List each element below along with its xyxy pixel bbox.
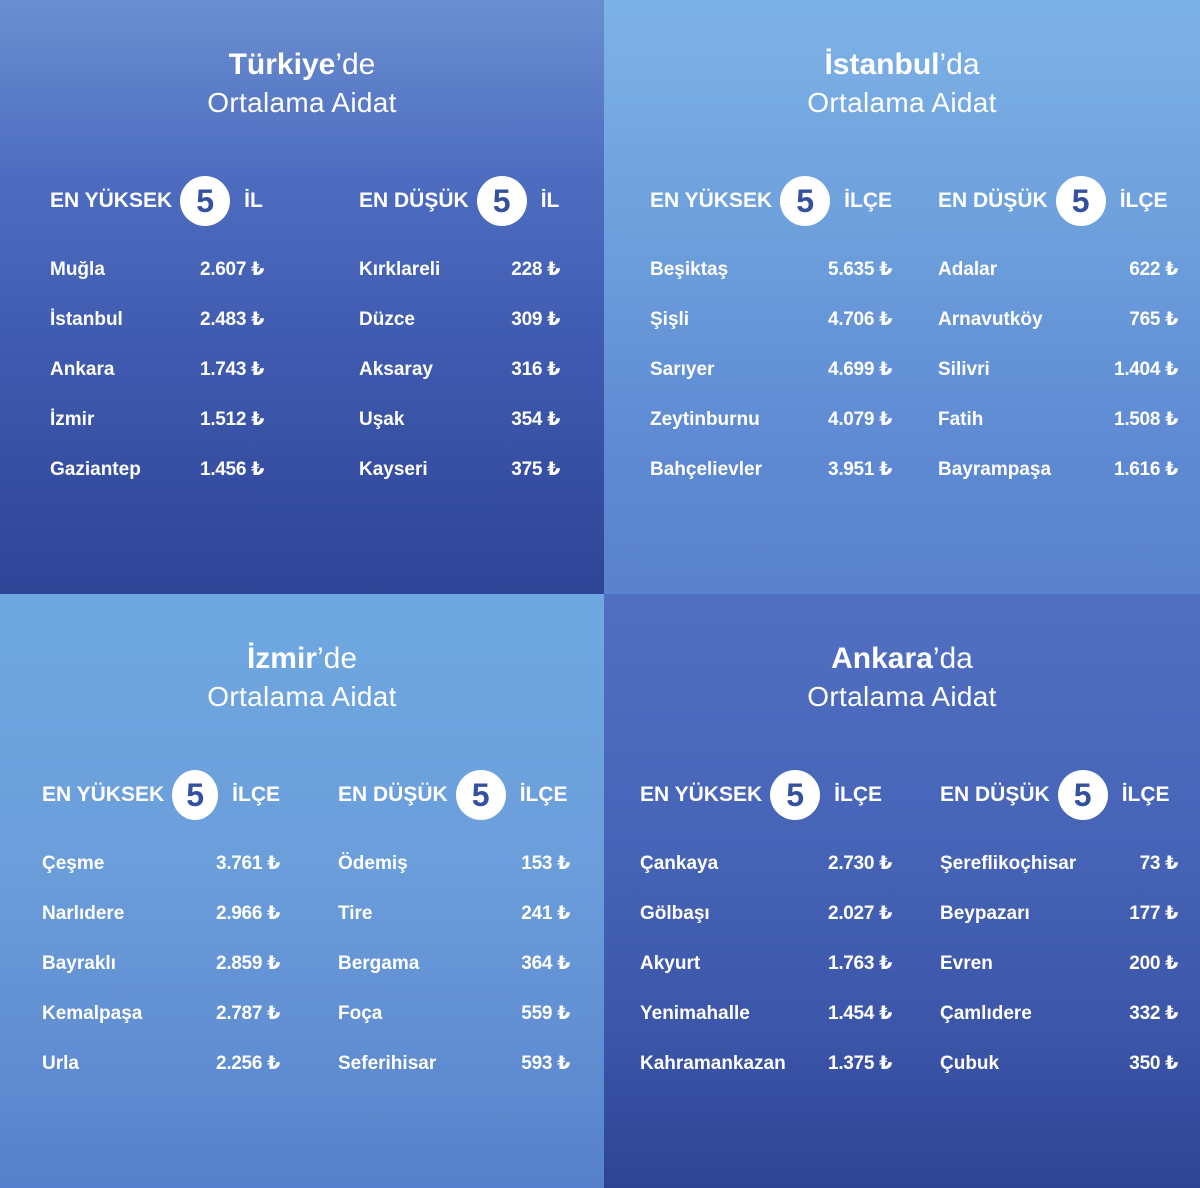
title-strong: Türkiye	[228, 48, 336, 81]
panel-izmir	[0, 594, 604, 1188]
count-badge: 5	[172, 770, 218, 820]
item-name: Beypazarı	[940, 903, 1030, 924]
low-header	[359, 176, 560, 226]
item-name: Fatih	[938, 409, 984, 430]
list-item	[650, 305, 892, 355]
item-value: 4.699 ₺	[828, 359, 892, 380]
item-value: 2.966 ₺	[216, 903, 280, 924]
item-name: Çeşme	[42, 853, 105, 874]
high-list	[42, 849, 280, 1099]
high-header	[640, 770, 892, 820]
high-column	[42, 770, 280, 1099]
item-name: Düzce	[359, 309, 415, 330]
item-value: 309 ₺	[511, 309, 560, 330]
item-name: İstanbul	[50, 309, 123, 330]
list-item	[359, 455, 560, 505]
title-strong: Ankara	[831, 642, 933, 675]
item-value: 241 ₺	[521, 903, 570, 924]
high-header	[50, 176, 264, 226]
item-name: Ödemiş	[338, 853, 408, 874]
unit-label: İLÇE	[232, 783, 280, 806]
unit-label: İLÇE	[1121, 783, 1170, 806]
list-item	[359, 255, 560, 305]
item-value: 1.763 ₺	[828, 953, 892, 974]
item-value: 316 ₺	[511, 359, 560, 380]
item-name: Seferihisar	[338, 1053, 437, 1074]
list-item	[640, 999, 892, 1049]
item-name: Akyurt	[640, 953, 701, 974]
item-name: Uşak	[359, 409, 405, 430]
item-name: Kemalpaşa	[42, 1003, 143, 1024]
low-label: EN DÜŞÜK	[940, 783, 1050, 806]
high-label: EN YÜKSEK	[50, 189, 173, 212]
item-value: 177 ₺	[1129, 903, 1178, 924]
item-value: 364 ₺	[521, 953, 570, 974]
item-name: Foça	[338, 1003, 383, 1024]
item-name: Tire	[338, 903, 373, 924]
item-value: 765 ₺	[1129, 309, 1178, 330]
list-item	[42, 849, 280, 899]
item-value: 350 ₺	[1129, 1053, 1178, 1074]
panel-turkiye	[0, 0, 604, 594]
item-value: 3.761 ₺	[216, 853, 280, 874]
item-value: 375 ₺	[511, 459, 560, 480]
list-item	[940, 849, 1178, 899]
list-item	[938, 405, 1178, 455]
panel-ankara	[604, 594, 1200, 1188]
item-value: 354 ₺	[511, 409, 560, 430]
item-name: Kayseri	[359, 459, 428, 480]
item-value: 622 ₺	[1129, 259, 1178, 280]
unit-label: İLÇE	[844, 189, 892, 212]
list-item	[338, 999, 570, 1049]
low-label: EN DÜŞÜK	[359, 189, 469, 212]
list-item	[650, 355, 892, 405]
item-name: Arnavutköy	[938, 309, 1043, 330]
item-name: Bayrampaşa	[938, 459, 1052, 480]
count-badge: 5	[477, 176, 527, 226]
item-value: 593 ₺	[521, 1053, 570, 1074]
item-value: 559 ₺	[521, 1003, 570, 1024]
low-list	[338, 849, 570, 1099]
count-badge: 5	[780, 176, 830, 226]
count-badge: 5	[180, 176, 230, 226]
title-strong: İstanbul	[824, 48, 940, 81]
item-value: 1.456 ₺	[200, 459, 264, 480]
low-column	[338, 770, 570, 1099]
low-column	[359, 176, 560, 505]
item-value: 332 ₺	[1129, 1003, 1178, 1024]
list-item	[650, 455, 892, 505]
item-name: Şişli	[650, 309, 690, 330]
list-item	[640, 949, 892, 999]
item-name: Silivri	[938, 359, 990, 380]
list-item	[359, 305, 560, 355]
item-name: Urla	[42, 1053, 79, 1074]
list-item	[338, 849, 570, 899]
low-label: EN DÜŞÜK	[938, 189, 1048, 212]
panel-title	[0, 46, 604, 122]
low-column	[940, 770, 1178, 1099]
item-name: Sarıyer	[650, 359, 715, 380]
list-item	[50, 355, 264, 405]
unit-label: İLÇE	[834, 783, 882, 806]
item-name: Aksaray	[359, 359, 433, 380]
item-value: 2.787 ₺	[216, 1003, 280, 1024]
subtitle: Ortalama Aidat	[207, 87, 397, 118]
high-list	[50, 255, 264, 505]
item-name: Evren	[940, 953, 993, 974]
list-item	[42, 949, 280, 999]
item-value: 1.454 ₺	[828, 1003, 892, 1024]
list-item	[650, 255, 892, 305]
item-name: İzmir	[50, 409, 95, 430]
unit-label: İLÇE	[519, 783, 568, 806]
low-header	[938, 176, 1178, 226]
panel-title	[604, 640, 1200, 716]
item-name: Kahramankazan	[640, 1053, 786, 1074]
item-value: 1.508 ₺	[1114, 409, 1178, 430]
item-name: Bayraklı	[42, 953, 116, 974]
count-badge: 5	[1056, 176, 1106, 226]
list-item	[338, 949, 570, 999]
low-header	[338, 770, 570, 820]
list-item	[359, 355, 560, 405]
list-item	[940, 1049, 1178, 1099]
subtitle: Ortalama Aidat	[207, 681, 397, 712]
item-value: 2.607 ₺	[200, 259, 264, 280]
low-list	[940, 849, 1178, 1099]
list-item	[50, 455, 264, 505]
item-value: 2.730 ₺	[828, 853, 892, 874]
subtitle: Ortalama Aidat	[807, 681, 997, 712]
item-value: 2.256 ₺	[216, 1053, 280, 1074]
list-item	[42, 999, 280, 1049]
list-item	[42, 1049, 280, 1099]
list-item	[640, 1049, 892, 1099]
title-suffix: ’de	[316, 642, 358, 675]
low-list	[359, 255, 560, 505]
low-list	[938, 255, 1178, 505]
item-name: Adalar	[938, 259, 998, 280]
unit-label: İL	[540, 189, 560, 212]
item-value: 4.706 ₺	[828, 309, 892, 330]
item-value: 3.951 ₺	[828, 459, 892, 480]
item-name: Bergama	[338, 953, 420, 974]
item-name: Gaziantep	[50, 459, 141, 480]
list-item	[640, 849, 892, 899]
item-value: 1.616 ₺	[1114, 459, 1178, 480]
high-list	[640, 849, 892, 1099]
item-value: 200 ₺	[1129, 953, 1178, 974]
item-name: Çubuk	[940, 1053, 1000, 1074]
list-item	[938, 355, 1178, 405]
high-label: EN YÜKSEK	[650, 189, 773, 212]
panel-title	[0, 640, 604, 716]
panel-istanbul	[604, 0, 1200, 594]
title-suffix: ’de	[335, 48, 376, 81]
item-name: Çamlıdere	[940, 1003, 1032, 1024]
item-value: 1.743 ₺	[200, 359, 264, 380]
high-header	[42, 770, 280, 820]
list-item	[50, 255, 264, 305]
high-label: EN YÜKSEK	[640, 783, 763, 806]
high-column	[640, 770, 892, 1099]
title-suffix: ’da	[932, 642, 973, 675]
low-column	[938, 176, 1178, 505]
list-item	[938, 255, 1178, 305]
high-header	[650, 176, 892, 226]
item-value: 2.027 ₺	[828, 903, 892, 924]
item-value: 5.635 ₺	[828, 259, 892, 280]
item-name: Şereflikoçhisar	[940, 853, 1077, 874]
list-item	[938, 305, 1178, 355]
item-name: Gölbaşı	[640, 903, 710, 924]
list-item	[650, 405, 892, 455]
count-badge: 5	[456, 770, 506, 820]
low-label: EN DÜŞÜK	[338, 783, 448, 806]
list-item	[50, 305, 264, 355]
title-suffix: ’da	[939, 48, 980, 81]
item-name: Kırklareli	[359, 259, 441, 280]
item-name: Muğla	[50, 259, 105, 280]
item-name: Bahçelievler	[650, 459, 762, 480]
item-name: Beşiktaş	[650, 259, 729, 280]
item-value: 228 ₺	[511, 259, 560, 280]
item-value: 2.483 ₺	[200, 309, 264, 330]
unit-label: İLÇE	[1119, 189, 1168, 212]
list-item	[940, 949, 1178, 999]
list-item	[640, 899, 892, 949]
item-name: Zeytinburnu	[650, 409, 760, 430]
list-item	[359, 405, 560, 455]
item-value: 2.859 ₺	[216, 953, 280, 974]
item-name: Ankara	[50, 359, 115, 380]
item-value: 153 ₺	[521, 853, 570, 874]
item-name: Yenimahalle	[640, 1003, 750, 1024]
high-list	[650, 255, 892, 505]
high-column	[650, 176, 892, 505]
title-strong: İzmir	[246, 642, 317, 675]
low-header	[940, 770, 1178, 820]
item-value: 1.512 ₺	[200, 409, 264, 430]
item-name: Narlıdere	[42, 903, 125, 924]
item-value: 73 ₺	[1139, 853, 1178, 874]
high-label: EN YÜKSEK	[42, 783, 165, 806]
list-item	[338, 1049, 570, 1099]
item-value: 4.079 ₺	[828, 409, 892, 430]
subtitle: Ortalama Aidat	[807, 87, 997, 118]
unit-label: İL	[244, 189, 263, 212]
list-item	[940, 899, 1178, 949]
item-value: 1.404 ₺	[1114, 359, 1178, 380]
item-value: 1.375 ₺	[828, 1053, 892, 1074]
count-badge: 5	[770, 770, 820, 820]
list-item	[42, 899, 280, 949]
list-item	[50, 405, 264, 455]
list-item	[938, 455, 1178, 505]
high-column	[50, 176, 264, 505]
list-item	[940, 999, 1178, 1049]
item-name: Çankaya	[640, 853, 719, 874]
panel-title	[604, 46, 1200, 122]
count-badge: 5	[1058, 770, 1108, 820]
list-item	[338, 899, 570, 949]
